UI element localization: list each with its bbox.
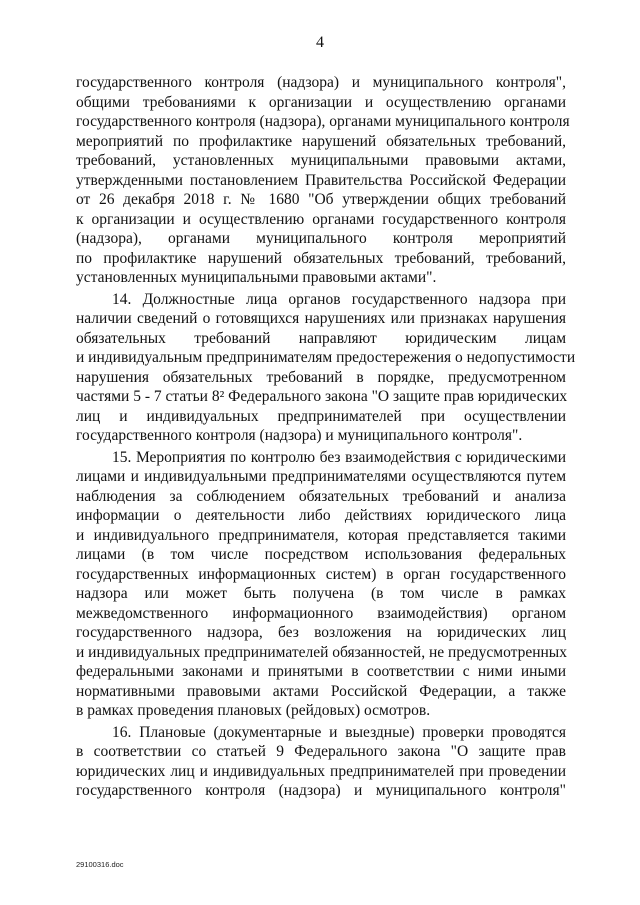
text-line: федеральными законами и принятыми в соответствии с ними иными	[76, 663, 566, 680]
text-line: и индивидуальным предпринимателям предостережения о недопустимости	[76, 349, 576, 366]
text-line: надзора или может быть получена (в том числе в рамках	[76, 585, 566, 602]
text-line: межведомственного информационного взаимодействия) органом	[76, 604, 566, 622]
text-line: государственного контроля (надзора) и муниципального контроля".	[76, 427, 523, 444]
paragraph	[76, 73, 570, 288]
text-line: к организации и осуществлению органами государственного контроля	[76, 210, 566, 228]
text-line: утвержденными постановлением Правительства Российской Федерации	[76, 171, 566, 189]
text-line: по профилактике нарушений обязательных требований, требований,	[76, 249, 566, 267]
paragraph	[76, 448, 566, 721]
text-line: 14. Должностные лица органов государственного надзора при	[112, 290, 566, 308]
paragraph	[76, 290, 576, 446]
text-line: лицами (в том числе посредством использования федеральных	[76, 546, 566, 563]
text-line: (надзора), органами муниципального контроля мероприятий	[76, 230, 566, 247]
file-name-footer: 29100316.doc	[76, 860, 124, 869]
text-line: информации о деятельности либо действиях юридического лица	[76, 507, 566, 524]
text-line: мероприятий по профилактике нарушений обязательных требований,	[76, 132, 566, 150]
document-body	[76, 73, 576, 801]
paragraph	[76, 723, 566, 801]
text-line: и индивидуальных предпринимателей обязанностей, не предусмотренных	[76, 643, 567, 661]
text-line: требований, установленных муниципальными правовыми актами,	[76, 152, 566, 169]
text-line: установленных муниципальными правовыми актами".	[76, 269, 437, 286]
text-line: общими требованиями к организации и осуществлению органами	[76, 93, 566, 111]
text-line: лиц и индивидуальных предпринимателей при осуществлении	[76, 407, 566, 425]
text-line: государственного контроля (надзора) и муниципального контроля"	[76, 782, 566, 799]
text-line: и индивидуального предпринимателя, которая представляется такими	[76, 526, 566, 544]
text-line: нормативными правовыми актами Российской Федерации, а также	[76, 682, 566, 700]
text-line: от 26 декабря 2018 г. № 1680 "Об утверждении общих требований	[76, 191, 566, 208]
text-line: наличии сведений о готовящихся нарушениях или признаках нарушения	[76, 310, 566, 327]
text-line: государственных информационных систем) в орган государственного	[76, 565, 566, 583]
text-line: обязательных требований направляют юридическим лицам	[76, 329, 566, 347]
text-line: лицами и индивидуальными предпринимателями осуществляются путем	[76, 468, 566, 485]
page-number: 4	[316, 34, 324, 51]
text-line: частями 5 - 7 статьи 8² Федерального закона "О защите прав юридических	[76, 388, 568, 405]
text-line: в соответствии со статьей 9 Федерального закона "О защите прав	[76, 743, 566, 760]
text-line: 15. Мероприятия по контролю без взаимодействия с юридическими	[112, 448, 566, 466]
text-line: государственного контроля (надзора), органами муниципального контроля	[76, 113, 570, 130]
text-line: юридических лиц и индивидуальных предпринимателей при проведении	[76, 762, 566, 780]
text-line: государственного контроля (надзора) и муниципального контроля",	[76, 74, 566, 91]
text-line: государственного надзора, без возложения на юридических лиц	[76, 624, 566, 641]
text-line: в рамках проведения плановых (рейдовых) осмотров.	[76, 702, 431, 719]
text-line: нарушения обязательных требований в порядке, предусмотренном	[76, 368, 566, 386]
text-line: наблюдения за соблюдением обязательных требований и анализа	[76, 487, 566, 505]
text-line: 16. Плановые (документарные и выездные) проверки проводятся	[112, 723, 566, 741]
